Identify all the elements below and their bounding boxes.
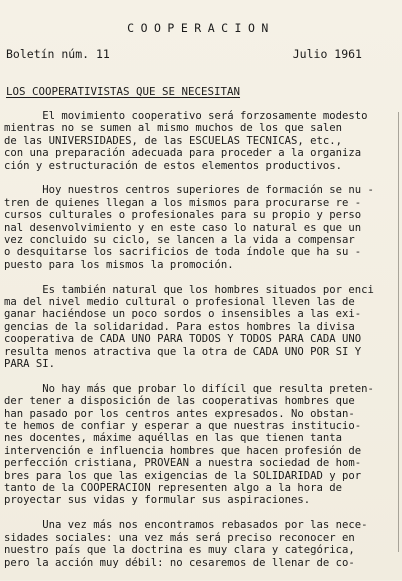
text-line: mientras no se sumen al mismo muchos de los que salen [4, 122, 343, 135]
text-line: cursos culturales o profesionales para su propio y perso [4, 209, 362, 222]
text-line: nal desenvolvimiento y en este caso lo natural es que un [4, 221, 362, 234]
text-line: No hay más que probar lo difícil que resulta preten- [4, 382, 374, 395]
text-line: Es también natural que los hombres situados por enci [4, 283, 374, 296]
text-line: sidades sociales: una vez más será preciso reconocer en [4, 531, 355, 544]
text-line: El movimiento cooperativo será forzosamente modesto [4, 110, 368, 122]
paragraph [4, 184, 400, 271]
masthead-title: COOPERACION [127, 21, 275, 35]
text-line: PARA SI. [4, 358, 56, 371]
text-line: ción y estructuración de estos elementos productivos. [4, 159, 343, 172]
text-line: o desquitarse los sacrificios de toda índole que ha su - [4, 246, 362, 259]
article-body [4, 110, 400, 581]
page-edge-rule [398, 112, 399, 552]
paragraph [4, 519, 400, 569]
text-line: de las UNIVERSIDADES, de las ESCUELAS TECNICAS, etc., [4, 134, 343, 147]
text-line: nuestro país que la doctrina es muy clara y categórica, [4, 544, 355, 557]
text-line: te hemos de confiar y esperar a que nuestras institucio- [4, 420, 362, 433]
issue-number: Boletín núm. 11 [6, 47, 110, 61]
article-heading: LOS COOPERATIVISTAS QUE SE NECESITAN [6, 85, 241, 98]
text-line: ganar haciéndose un poco sordos o insensibles a las exi- [4, 308, 362, 321]
text-line: cooperativa de CADA UNO PARA TODOS Y TODOS PARA CADA UNO [4, 333, 362, 346]
text-line: der tener a disposición de las cooperativas hombres que [4, 395, 355, 408]
issue-date: Julio 1961 [292, 47, 362, 61]
text-line: vez concluido su ciclo, se lancen a la vida a compensar [4, 234, 355, 247]
text-line: perfección cristiana, PROVEAN a nuestra sociedad de hom- [4, 457, 362, 470]
text-line: han pasado por los centros antes expresados. No obstan- [4, 407, 355, 420]
text-line: pero la acción muy débil: no cesaremos de llenar de co- [4, 556, 355, 569]
text-line: bres para los que las exigencias de la SOLIDARIDAD y por [4, 469, 362, 482]
paragraph [4, 110, 400, 172]
text-line: tren de quienes llegan a los mismos para procurarse re - [4, 196, 362, 209]
text-line: ma del nivel medio cultural o profesional lleven las de [4, 296, 355, 309]
text-line: Una vez más nos encontramos rebasados por las nece- [4, 519, 368, 532]
text-line: nes docentes, máxime aquéllas en las que tienen tanta [4, 432, 343, 445]
text-line: tanto de la COOPERACION representen algo a la hora de [4, 482, 343, 495]
text-line: proyectar sus vidas y formular sus aspiraciones. [4, 494, 311, 507]
text-line: gencias de la solidaridad. Para estos hombres la divisa [4, 320, 355, 333]
paragraph [4, 284, 400, 371]
text-line: Hoy nuestros centros superiores de formación se nu - [4, 184, 374, 197]
text-line: resulta menos atractiva que la otra de CADA UNO POR SI Y [4, 345, 362, 358]
text-line: con una preparación adecuada para proceder a la organiza [4, 147, 362, 160]
paragraph [4, 383, 400, 507]
text-line: intervención e influencia hombres que hacen profesión de [4, 444, 362, 457]
text-line: puesto para los mismos la promoción. [4, 258, 234, 271]
